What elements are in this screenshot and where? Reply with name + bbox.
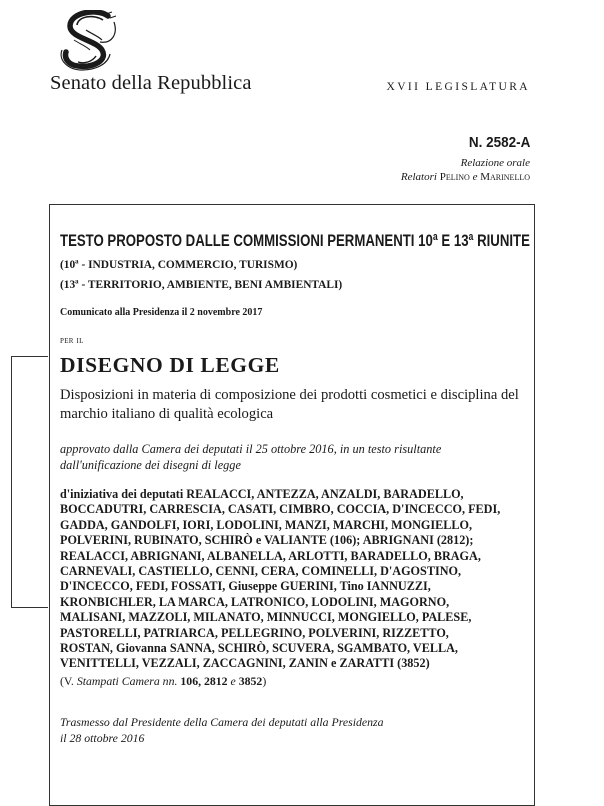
sponsors-line: PASTORELLI, PATRIARCA, PELLEGRINO, POLVERINI, RIZZETTO, [60, 625, 449, 640]
disegno-di-legge-heading: DISEGNO DI LEGGE [60, 353, 280, 377]
stampati-conj: e [230, 674, 236, 688]
stampati-n2: 3852 [238, 674, 263, 688]
relatori-conj: e [472, 171, 478, 183]
side-bracket [11, 356, 48, 608]
stampati-n1: 106, 2812 [180, 674, 228, 688]
comunicato-line: Comunicato alla Presidenza il 2 novembre 2017 [60, 307, 263, 318]
relatore-1: Pelino [439, 171, 470, 183]
relazione-orale: Relazione orale [460, 157, 530, 169]
stampati-open: (V. [60, 674, 77, 688]
senate-s-emblem-icon [56, 10, 122, 72]
document-number: N. 2582-A [468, 134, 530, 151]
transmission-line: Trasmesso dal Presidente della Camera dei deputati alla Presidenza [60, 715, 384, 729]
stampati-reference [60, 674, 266, 689]
sponsors-line: VENITTELLI, VEZZALI, ZACCAGNINI, ZANIN e ZARATTI (3852) [60, 656, 430, 671]
sponsors-line: KRONBICHLER, LA MARCA, LATRONICO, LODOLINI, MAGORNO, [60, 594, 450, 609]
approval-note: approvato dalla Camera dei deputati il 25 ottobre 2016, in un testo risultante dall'unificazione dei disegni di legge [60, 442, 442, 472]
institution-name: Senato della Repubblica [50, 72, 252, 94]
sponsors-line: D'INCECCO, FEDI, FOSSATI, Giuseppe GUERINI, Tino IANNUZZI, [60, 579, 431, 594]
relatori-line [401, 171, 530, 183]
sponsors-line: CARNEVALI, CASTIELLO, CENNI, CERA, COMINELLI, D'AGOSTINO, [60, 564, 462, 579]
sponsors-line: ROSTAN, Giovanna SANNA, SCHIRÒ, SCUVERA, SGAMBATO, VELLA, [60, 641, 458, 656]
legislature-label: XVII LEGISLATURA [386, 81, 530, 93]
commission-13: (13ª - TERRITORIO, AMBIENTE, BENI AMBIENTALI) [60, 279, 343, 291]
stampati-label: Stampati Camera nn. [76, 674, 178, 688]
transmission-note [60, 714, 384, 746]
stampati-close: ) [262, 674, 267, 688]
main-title: TESTO PROPOSTO DALLE COMMISSIONI PERMANENTI 10ª E 13ª RIUNITE [60, 232, 530, 250]
commission-10: (10ª - INDUSTRIA, COMMERCIO, TURISMO) [60, 259, 298, 271]
transmission-line: il 28 ottobre 2016 [60, 731, 145, 745]
sponsors-line: POLVERINI, RUBINATO, SCHIRÒ e VALIANTE (106); ABRIGNANI (2812); [60, 533, 474, 548]
relatore-2: Marinello [480, 171, 530, 183]
sponsors-line: d'iniziativa dei deputati REALACCI, ANTEZZA, ANZALDI, BARADELLO, [60, 487, 464, 501]
sponsors-line: BOCCADUTRI, CARRESCIA, CASATI, CIMBRO, COCCIA, D'INCECCO, FEDI, [60, 502, 501, 517]
sponsors-line: REALACCI, ABRIGNANI, ALBANELLA, ARLOTTI, BARADELLO, BRAGA, [60, 548, 481, 563]
sponsors-list [60, 487, 526, 672]
sponsors-line: GADDA, GANDOLFI, IORI, LODOLINI, MANZI, MARCHI, MONGIELLO, [60, 517, 473, 532]
bill-subject: Disposizioni in materia di composizione dei prodotti cosmetici e disciplina del marchio italiano di qualità ecologica [60, 387, 519, 422]
per-il-label: per il [60, 335, 84, 346]
relatori-label: Relatori [400, 171, 437, 183]
sponsors-line: MALISANI, MAZZOLI, MILANATO, MINNUCCI, MONGIELLO, PALESE, [60, 610, 472, 625]
